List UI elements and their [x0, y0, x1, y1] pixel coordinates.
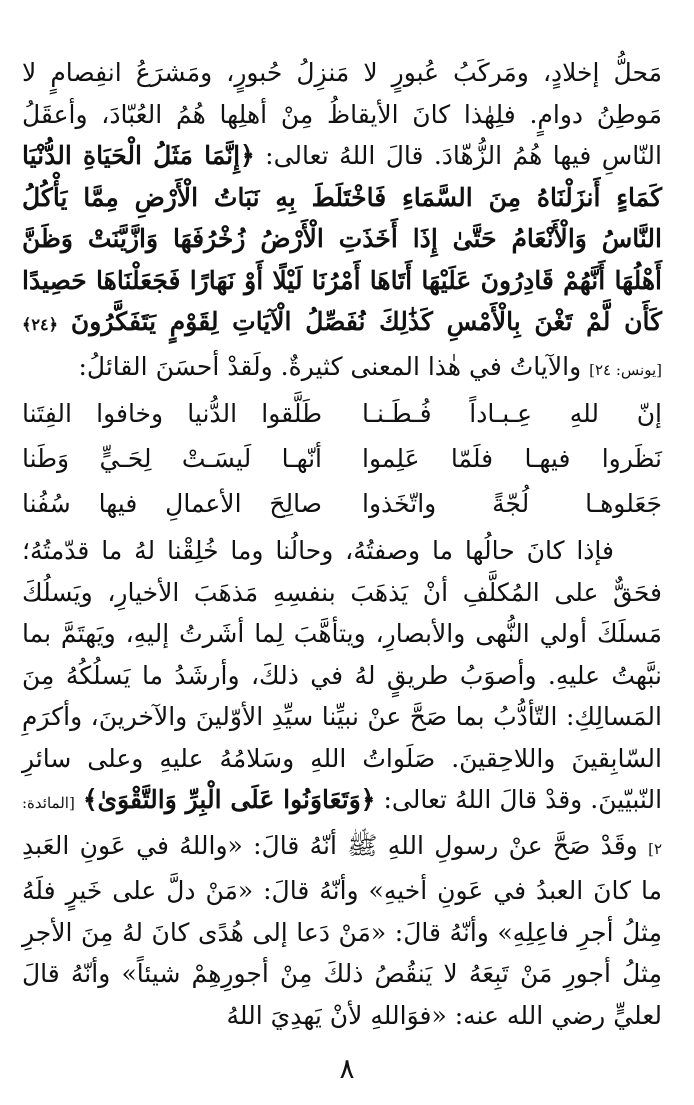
poem-verse [22, 391, 662, 436]
verse-reference: [يونس: ٢٤] [589, 360, 662, 379]
quran-verse: ﴿وَتَعَاوَنُوا عَلَى الْبِرِّ وَالتَّقْوَىٰ﴾ [82, 785, 376, 814]
paragraph-text: مَحلُّ إخلادٍ، ومَركَبُ عُبورٍ لا مَنزِلُ حُبورٍ، ومَشرَعُ انفِصامٍ لا مَوطِنُ دوامٍ. فلِهٰذا كانَ الأيقاظُ مِنْ أهلِها هُمُ العُبّادَ، وأعقَلُ النّاسِ فيها هُمُ الزُّهّادَ. قالَ اللهُ تعالى: [22, 58, 662, 170]
poem-first-hemistich: نَظَروا فيهـا فلَمّا عَلِموا [362, 444, 662, 473]
poem-first-hemistich: جَعَلوهـا لُجّةً واتّخَذوا [362, 489, 662, 518]
poem-second-hemistich: طَلَّقوا الدُّنيا وخافوا الفِتَنا [22, 399, 322, 428]
poem-verse [22, 436, 662, 481]
poem-second-hemistich: أنّهـا لَيسَـتْ لِحَـيٍّ وَطَنا [22, 444, 322, 473]
page-number: ٨ [339, 1052, 355, 1085]
poem-second-hemistich: صالِحَ الأعمالِ فيها سُفُنا [22, 489, 322, 518]
paragraph-text-continued: والآياتُ في هٰذا المعنى كثيرةٌ. ولَقدْ أحسَنَ القائلُ: [78, 351, 590, 381]
verse-reference: [المائدة: ٢] [22, 794, 662, 858]
poem-verse [22, 481, 662, 526]
paragraph-text-continued: وقَدْ صَحَّ عنْ رسولِ اللهِ ﷺ أنّهُ قالَ: «واللهُ في عَونِ العَبدِ ما كانَ العبدُ في عَونِ أخيهِ» وأنّهُ قالَ: «مَنْ دلَّ على خَيرٍ فلَهُ مِثلُ أجرِ فاعِلِهِ» وأنّهُ قالَ: «مَنْ دَعا إلى هُدًى كانَ لهُ مِنَ الأجرِ مِثلُ أجورِ مَنْ تَبِعَهُ لا يَنقُصُ ذلكَ مِنْ أجورِهِمْ شيئاً» وأنّهُ قالَ لعليٍّ رضي الله عنه: «فوَاللهِ لأنْ يَهدِيَ اللهُ [22, 830, 662, 1030]
verse-number-marker: ﴿٢٤﴾ [22, 315, 58, 334]
poem [22, 391, 662, 526]
second-paragraph [22, 530, 662, 1036]
poem-first-hemistich: إنّ للهِ عِـبـاداً فُـطَـنـا [362, 399, 662, 428]
paragraph-text: فإذا كانَ حالُها ما وصفتُهُ، وحالُنا وما خُلِقْنا لهُ ما قدّمتُهُ؛ فحَقٌّ على المُكلَّفِ أنْ يَذهَبَ بنفسِهِ مَذهَبَ الأخيارِ، ويَسلُكَ مَسلَكَ أولي النُّهى والأبصارِ، ويتأهَّبَ لِما أشَرتُ إليهِ، ويَهتَمَّ بما نبَّهتُ عليهِ. وأصوَبُ طريقٍ لهُ في ذلكَ، وأرشَدُ ما يَسلُكُهُ مِنَ المَسالِكِ: التّأدُّبُ بما صَحَّ عنْ نبيِّنا سيِّدِ الأوّلينَ والآخرينَ، وأكرَمِ السّابِقينَ واللاحِقينَ. صَلَواتُ اللهِ وسَلامُهُ عليهِ وعلى سائرِ النّبيّينَ. وقدْ قالَ اللهُ تعالى: [22, 536, 663, 814]
quran-verse: ﴿إِنَّمَا مَثَلُ الْحَيَاةِ الدُّنْيَا كَمَاءٍ أَنزَلْنَاهُ مِنَ السَّمَاءِ فَاخْتَلَطَ بِهِ نَبَاتُ الْأَرْضِ مِمَّا يَأْكُلُ النَّاسُ وَالْأَنْعَامُ حَتَّىٰ إِذَا أَخَذَتِ الْأَرْضُ زُخْرُفَهَا وَازَّيَّنَتْ وَظَنَّ أَهْلُهَا أَنَّهُمْ قَادِرُونَ عَلَيْهَا أَتَاهَا أَمْرُنَا لَيْلًا أَوْ نَهَارًا فَجَعَلْنَاهَا حَصِيدًا كَأَن لَّمْ تَغْنَ بِالْأَمْسِ كَذَٰلِكَ نُفَصِّلُ الْآيَاتِ لِقَوْمٍ يَتَفَكَّرُونَ [22, 141, 662, 336]
opening-paragraph [22, 52, 662, 391]
page-body [22, 52, 662, 1036]
